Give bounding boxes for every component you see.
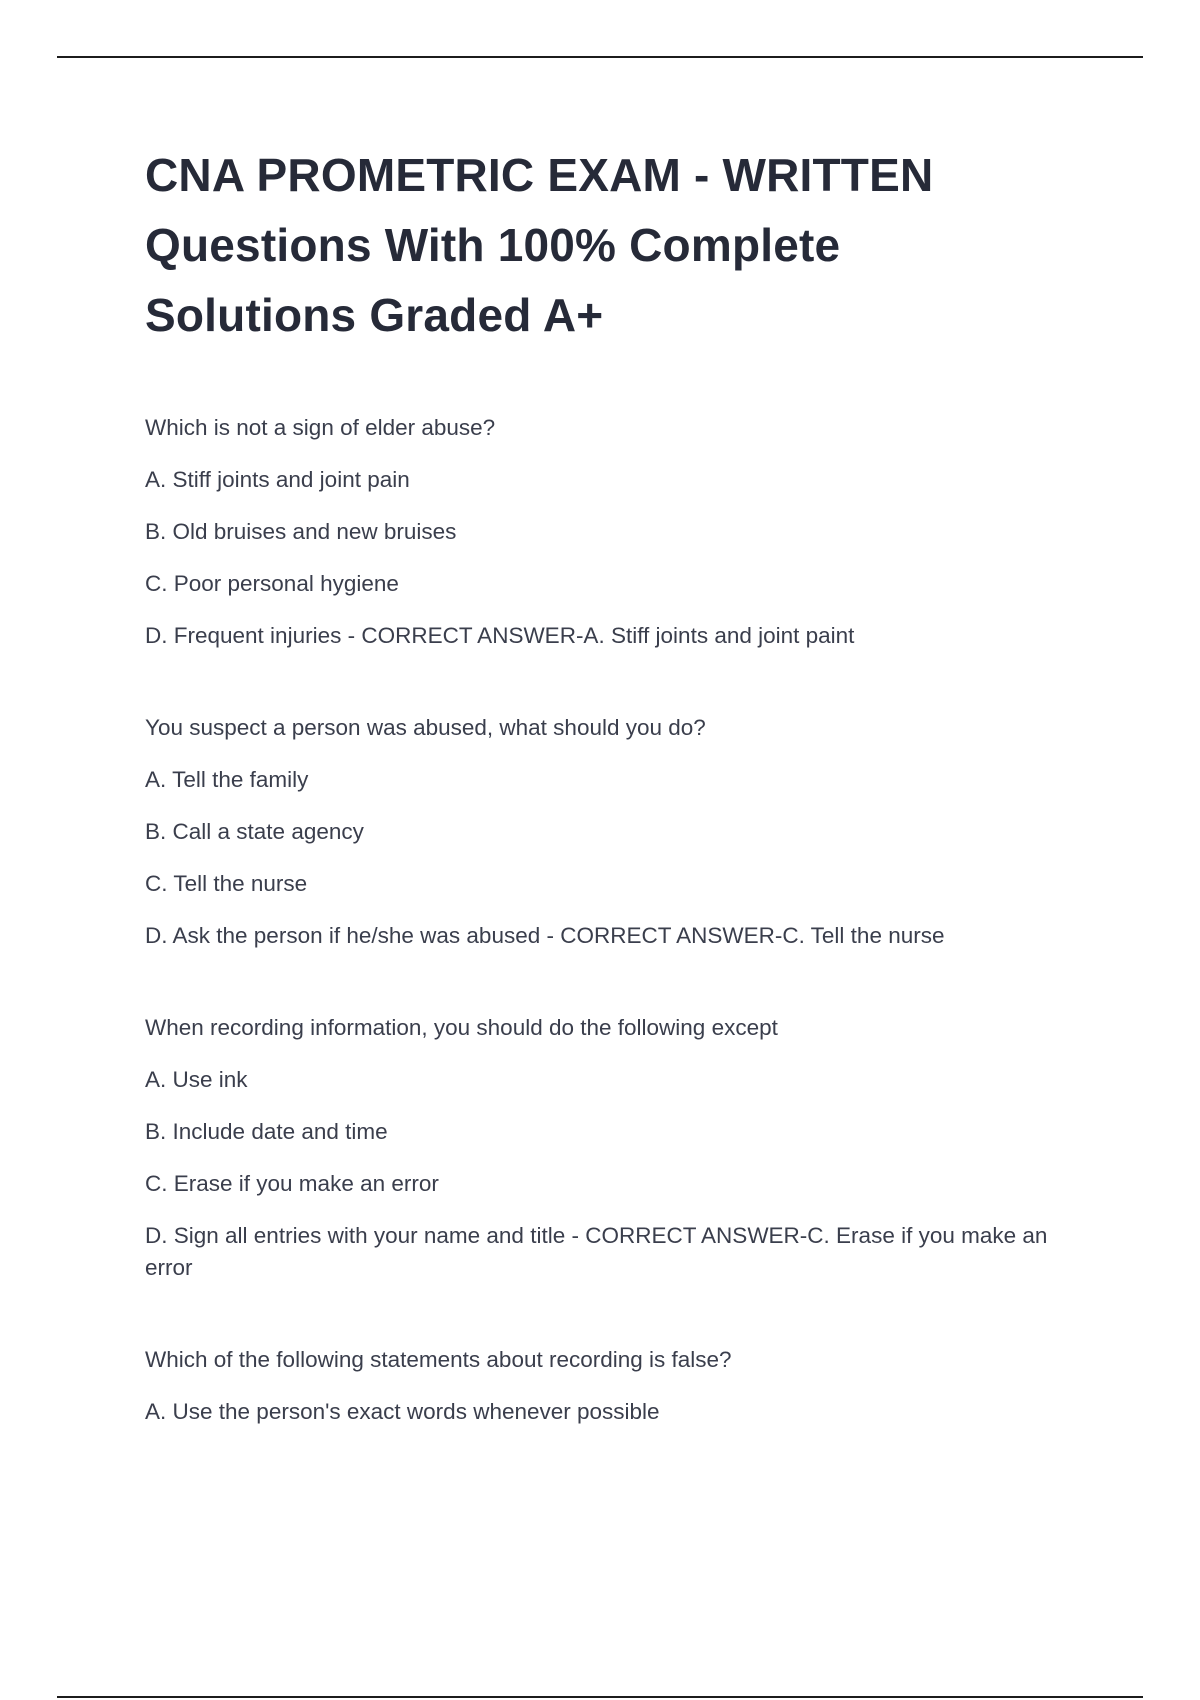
question-text: Which of the following statements about recording is false? [145,1347,732,1372]
document-title [145,140,1095,350]
question-3 [145,1012,1095,1284]
title-line-1: CNA PROMETRIC EXAM - WRITTEN [145,149,934,201]
option-d-with-answer: D. Frequent injuries - CORRECT ANSWER-A. Stiff joints and joint paint [145,623,855,648]
option-a: A. Use the person's exact words whenever possible [145,1399,660,1424]
option-a: A. Use ink [145,1067,248,1092]
question-4 [145,1344,1095,1428]
top-rule [57,56,1143,58]
option-b: B. Include date and time [145,1119,388,1144]
option-b: B. Call a state agency [145,819,364,844]
document-body [145,140,1095,1428]
question-1 [145,412,1095,652]
option-c: C. Poor personal hygiene [145,571,399,596]
option-b: B. Old bruises and new bruises [145,519,457,544]
title-line-2: Questions With 100% Complete [145,219,841,271]
question-2 [145,712,1095,952]
option-c: C. Tell the nurse [145,871,308,896]
question-text: When recording information, you should do the following except [145,1015,778,1040]
option-c: C. Erase if you make an error [145,1171,439,1196]
question-text: You suspect a person was abused, what should you do? [145,715,706,740]
option-d-with-answer: D. Ask the person if he/she was abused - CORRECT ANSWER-C. Tell the nurse [145,923,945,948]
bottom-rule [57,1696,1143,1698]
option-a: A. Stiff joints and joint pain [145,467,410,492]
question-text: Which is not a sign of elder abuse? [145,415,496,440]
option-a: A. Tell the family [145,767,309,792]
option-d-with-answer: D. Sign all entries with your name and title - CORRECT ANSWER-C. Erase if you make an error [145,1223,1048,1280]
title-line-3: Solutions Graded A+ [145,289,604,341]
